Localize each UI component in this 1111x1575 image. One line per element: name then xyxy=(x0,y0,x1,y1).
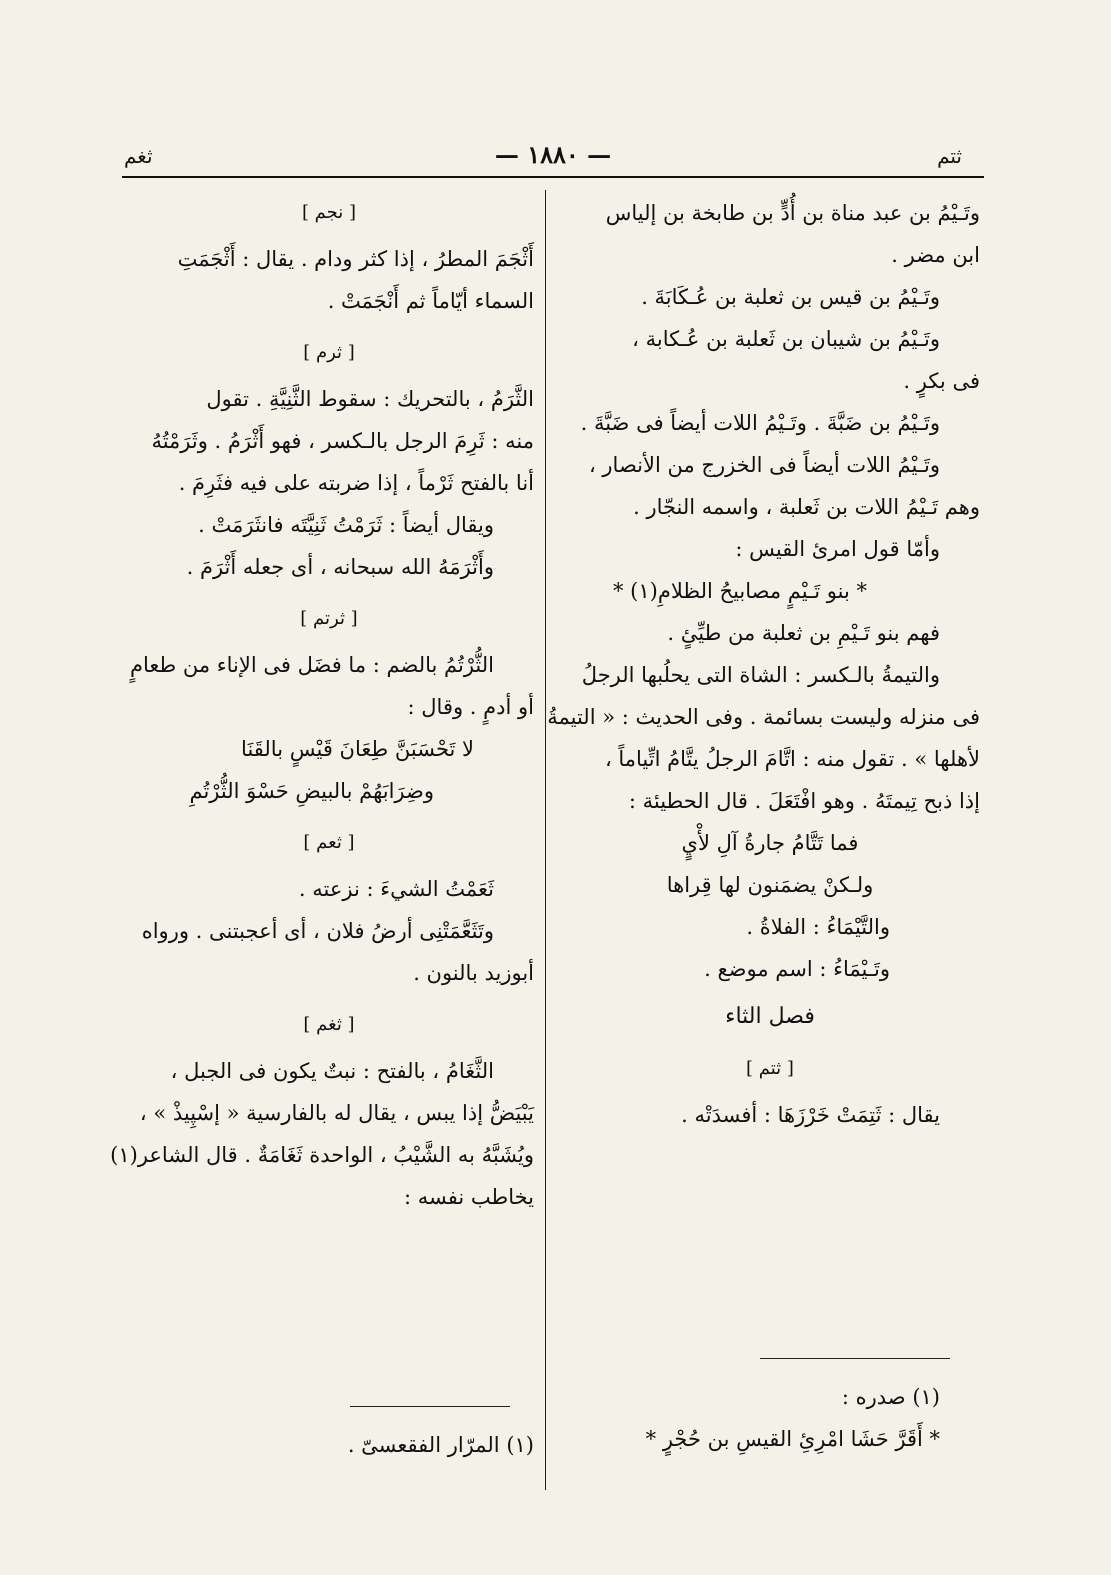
text-line: أَثْجَمَ المطرُ ، إذا كثر ودام . يقال : أَثْجَمَتِ xyxy=(177,247,534,271)
text-line: وتَـيْمَاءُ : اسم موضع . xyxy=(704,957,890,981)
entry-heading: [ ثرتم ] xyxy=(300,608,358,629)
text-line: وتَـيْمُ بن شيبان بن ثَعلبة بن عُـكابة ، xyxy=(632,327,940,351)
page-header xyxy=(122,140,984,180)
text-line: فى منزله وليست بسائمة . وفى الحديث : « التيمةُ xyxy=(547,705,980,729)
text-line: أنا بالفتح ثَرْماً ، إذا ضربته على فيه فثَرِمَ . xyxy=(178,471,534,495)
text-line: إذا ذبح تِيمتَهُ . وهو افْتَعَلَ . قال الحطيئة : xyxy=(628,789,980,813)
verse-line: فما تَتَّامُ جارةُ آلِ لأْيٍ xyxy=(681,831,859,855)
footnote-rule-right xyxy=(760,1358,950,1359)
text-line: وتَـيْمُ اللات أيضاً فى الخزرج من الأنصار ، xyxy=(588,453,940,477)
text-line: يخاطب نفسه : xyxy=(403,1185,534,1209)
text-line: منه : ثَرِمَ الرجل بالـكسر ، فهو أَثْرَمُ . وثَرَمْتُهُ xyxy=(151,429,534,453)
footnote-left xyxy=(124,1424,534,1466)
text-line: وتَثَعَّمَتْنِى أرضُ فلان ، أى أعجبتنى . ورواه xyxy=(141,919,494,943)
text-line: وتَـيْمُ بن قيس بن ثعلبة بن عُـكَابَةَ . xyxy=(641,285,940,309)
text-line: يَبْيَضُّ إذا يبس ، يقال له بالفارسية « إسْپِيذْ » ، xyxy=(139,1101,534,1125)
text-line: الثَّغَامُ ، بالفتح : نبتٌ يكون فى الجبل ، xyxy=(170,1059,494,1083)
text-line: وتَـيْمُ بن ضَبَّةَ . وتَـيْمُ اللات أيضاً فى ضَبَّةَ . xyxy=(580,411,940,435)
header-keyword-left: ثغم xyxy=(124,144,153,168)
text-line: السماء أيّاماً ثم أَنْجَمَتْ . xyxy=(327,289,534,313)
text-line: أو أدمٍ . وقال : xyxy=(407,695,534,719)
text-line: والتَّيْمَاءُ : الفلاةُ . xyxy=(746,915,890,939)
text-line: أبوزيد بالنون . xyxy=(413,961,534,985)
verse-line: لا تَحْسَبَنَّ طِعَانَ قَيْسٍ بالقَنَا xyxy=(241,737,474,761)
text-line: فهم بنو تَـيْمِ بن ثعلبة من طيِّئٍ . xyxy=(667,621,940,645)
entry-heading: [ ثغم ] xyxy=(303,1014,355,1035)
header-keyword-right: ثتم xyxy=(937,144,962,168)
text-line: ابن مضر . xyxy=(891,243,980,267)
entry-heading: [ ثتم ] xyxy=(746,1058,794,1079)
text-line: ثَعَمْتُ الشيءَ : نزعته . xyxy=(298,877,494,901)
entry-heading: [ ثرم ] xyxy=(303,342,355,363)
verse-line: ولـكنْ يضمَنون لها قِراها xyxy=(666,873,874,897)
entry-heading: [ نجم ] xyxy=(301,202,357,223)
footnote-rule-left xyxy=(350,1406,510,1407)
text-line: لأهلها » . تقول منه : اتَّامَ الرجلُ يتَّامُ اتِّياماً ، xyxy=(604,747,980,771)
text-line: وأمّا قول امرئ القيس : xyxy=(735,537,940,561)
section-title: فصل الثاء xyxy=(725,1004,815,1029)
text-line: والتيمةُ بالـكسر : الشاة التى يحلُبها الرجلُ xyxy=(581,663,940,687)
text-line: فى بكرٍ . xyxy=(903,369,980,393)
text-line: ويُشَبَّهُ به الشَّيْبُ ، الواحدة ثَغَامَةٌ . قال الشاعر(١) xyxy=(110,1143,534,1167)
right-column xyxy=(547,192,980,1136)
page-number: — ١٨٨٠ — xyxy=(494,140,612,169)
left-column xyxy=(110,192,534,1218)
column-divider xyxy=(545,190,546,1490)
text-line: وهم تَـيْمُ اللات بن ثَعلبة ، واسمه النجّار . xyxy=(633,495,980,519)
footnote-right xyxy=(560,1376,940,1460)
text-line: وتَـيْمُ بن عبد مناة بن أُدٍّ بن طابخة بن إلياس xyxy=(605,201,980,225)
text-line: ويقال أيضاً : ثَرَمْتُ ثَنِيَّتَه فانثَرَمَتْ . xyxy=(198,513,494,537)
entry-heading: [ ثعم ] xyxy=(303,832,355,853)
footnote-line: (١) صدره : xyxy=(841,1385,940,1409)
text-line: الثَّرَمُ ، بالتحريك : سقوط الثَّنِيَّةِ . تقول xyxy=(206,387,534,411)
text-line: الثُّرْتُمُ بالضم : ما فضَل فى الإناء من طعامٍ xyxy=(129,653,494,677)
footnote-line: (١) المرّار الفقعسىّ . xyxy=(347,1433,534,1457)
text-line: وأَثْرَمَهُ الله سبحانه ، أى جعله أَثْرَمَ . xyxy=(186,555,494,579)
text-line: يقال : ثَتِمَتْ خَرْزَهَا : أفسدَتْه . xyxy=(681,1103,940,1127)
verse-line: وضِرَابَهُمْ بالبيضِ حَسْوَ الثُّرْتُمِ xyxy=(189,779,434,803)
header-rule xyxy=(122,176,984,178)
footnote-line: * أَقَرَّ حَشَا امْرِئِ القيسِ بن حُجْرٍ * xyxy=(645,1427,940,1451)
verse-line: * بنو تَـيْمٍ مصابيحُ الظلامِ(١) * xyxy=(613,579,867,603)
